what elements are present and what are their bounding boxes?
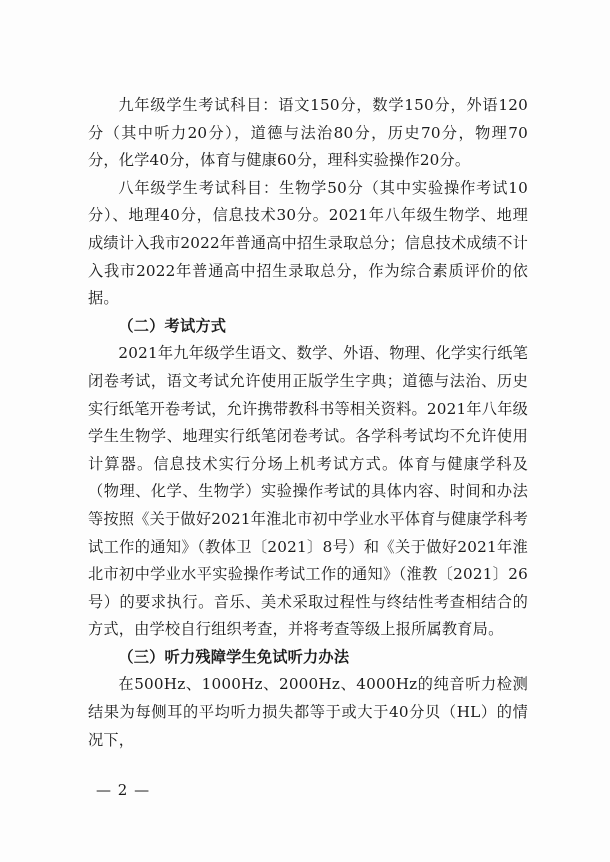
page-number: — 2 — — [96, 781, 151, 799]
paragraph-exam-method: 2021年九年级学生语文、数学、外语、物理、化学实行纸笔闭卷考试，语文考试允许使用正版学生字典；道德与法治、历史实行纸笔开卷考试，允许携带教科书等相关资料。2021年八年级学生生物学、地理实行纸笔闭卷考试。各学科考试均不允许使用计算器。信息技术实行分场上机考试方式。体育与健康学科及（物理、化学、生物学）实验操作考试的具体内容、时间和办法等按照《关于做好2021年淮北市初中学业水平体育与健康学科考试工作的通知》（教体卫〔2021〕8号）和《关于做好2021年淮北市初中学业水平实验操作考试工作的通知》（淮教〔2021〕26号）的要求执行。音乐、美术采取过程性与终结性考查相结合的方式，由学校自行组织考查，并将考查等级上报所属教育局。 — [88, 344, 528, 639]
section-heading-hearing-exemption: （三）听力残障学生免试听力办法 — [118, 647, 350, 666]
section-heading-exam-method: （二）考试方式 — [118, 316, 227, 335]
paragraph-grade8-subjects: 八年级学生考试科目：生物学50分（其中实验操作考试10分）、地理40分，信息技术30分。2021年八年级生物学、地理成绩计入我市2022年普通高中招生录取总分；信息技术成绩不计入我市2022年普通高中招生录取总分，作为综合素质评价的依据。 — [88, 178, 528, 308]
paragraph-grade9-subjects: 九年级学生考试科目：语文150分，数学150分，外语120分（其中听力20分），道德与法治80分，历史70分，物理70分，化学40分，体育与健康60分，理科实验操作20分。 — [88, 96, 528, 170]
document-body — [88, 92, 528, 754]
paragraph-hearing-exemption: 在500Hz、1000Hz、2000Hz、4000Hz的纯音听力检测结果为每侧耳的平均听力损失都等于或大于40分贝（HL）的情况下， — [88, 675, 528, 749]
